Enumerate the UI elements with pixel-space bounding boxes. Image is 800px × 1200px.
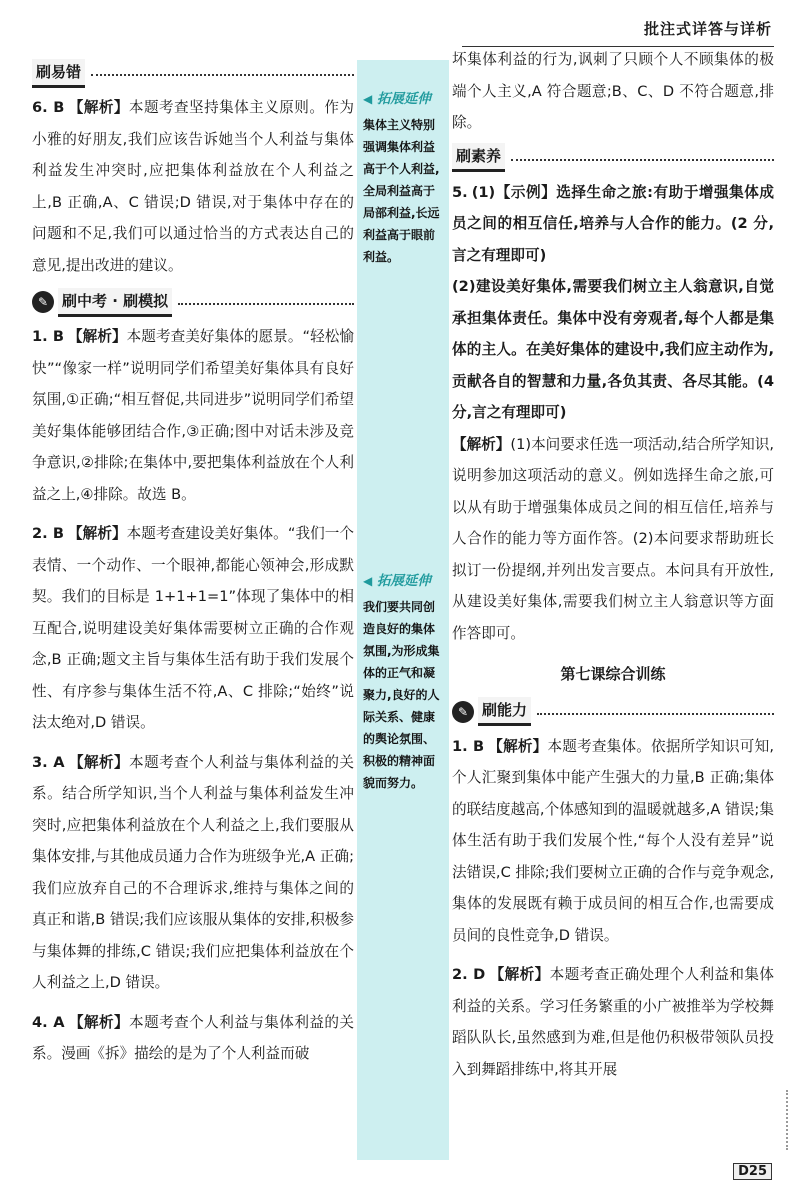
left-column xyxy=(32,54,354,1078)
section-header-literacy xyxy=(452,145,774,171)
question-number: 6. B xyxy=(32,99,65,116)
lesson-title: 第七课综合训练 xyxy=(560,665,666,683)
question-2 xyxy=(32,518,354,739)
question-4-continued: 坏集体利益的行为,讽刺了只顾个人不顾集体的极端个人主义,A 符合题意;B、C、D 不符合题意,排除。 xyxy=(452,51,774,131)
section-label: 刷素养 xyxy=(452,143,505,172)
answer-part-1 xyxy=(452,177,774,272)
analysis-tag: 【解析】 xyxy=(68,753,130,771)
note-box-1 xyxy=(363,88,445,268)
page-header: 批注式详答与详析 xyxy=(643,20,772,38)
section-label: 刷能力 xyxy=(478,697,531,726)
note-title-text: 拓展延伸 xyxy=(376,91,431,107)
question-text: 本题考查集体。依据所学知识可知,个人汇聚到集体中能产生强大的力量,B 正确;集体的联结度越高,个体感知到的温暖就越多,A 错误;集体生活有助于我们发展个性,“每个人没有差异”说法错误,C 排除;我们要树立正确的合作与竞争观念,集体的发展既有赖于成员间的相互合作,也需要成员间的良性竞争,D 错误。 xyxy=(452,737,774,944)
question-number: 2. D xyxy=(452,966,486,983)
margin-sidebar xyxy=(357,60,449,1160)
question-text: 本题考查美好集体的愿景。“轻松愉快”“像家一样”说明同学们希望美好集体具有良好氛围,①正确;“相互督促,共同进步”说明同学们希望美好集体能够团结合作,③正确;图中对话未涉及竞争意识,②排除;在集体中,要把集体利益放在个人利益之上,④排除。故选 B。 xyxy=(32,328,354,503)
hand-icon: ✎ xyxy=(452,701,474,723)
analysis-tag: 【解析】 xyxy=(68,1013,130,1031)
question-number: 5. xyxy=(452,183,468,201)
analysis-tag: 【解析】 xyxy=(452,435,511,453)
note-text: 我们要共同创造良好的集体氛围,为形成集体的正气和凝聚力,良好的人际关系、健康的舆论氛围、积极的精神面貌而努力。 xyxy=(363,600,440,790)
section-label: 刷中考 · 刷模拟 xyxy=(58,288,172,317)
analysis-tag: 【解析】 xyxy=(488,737,548,755)
question-number: 2. B xyxy=(32,525,64,542)
hand-icon: ✎ xyxy=(32,291,54,313)
page-number: D25 xyxy=(733,1163,772,1180)
section-header-ability xyxy=(452,699,774,725)
question-4 xyxy=(32,1007,354,1070)
question-3 xyxy=(32,747,354,999)
question-5 xyxy=(452,177,774,650)
dotted-divider xyxy=(537,713,774,715)
question-number: 4. A xyxy=(32,1013,65,1031)
analysis-text: (1)本问要求任选一项活动,结合所学知识,说明参加这项活动的意义。例如选择生命之旅,可以从有助于增强集体成员之间的相互信任,培养与人合作的能力等方面作答。(2)本问要求帮助班长拟订一份提纲,并列出发言要点。本问具有开放性,从建设美好集体,需要我们树立主人翁意识等方面作答即可。 xyxy=(452,435,774,642)
note-text: 集体主义特别强调集体利益高于个人利益,全局利益高于局部利益,长远利益高于眼前利益。 xyxy=(363,118,440,264)
note-title xyxy=(363,88,445,110)
analysis-tag: 【解析】 xyxy=(67,328,127,345)
question-number: 1. B xyxy=(32,328,64,345)
question-number: 1. B xyxy=(452,737,485,755)
question-text: 本题考查个人利益与集体利益的关系。结合所学知识,当个人利益与集体利益发生冲突时,应把集体利益放在个人利益之上,我们要服从集体安排,与其他成员通力合作为班级争光,A 正确;我们应放弃自己的不合理诉求,维持与集体之间的真正和谐,B 错误;我们应该服从集体的安排,积极参与集体舞的排练,C 错误;我们应把集体利益放在个人利益之上,D 错误。 xyxy=(32,753,354,991)
answer-part-2: (2)建设美好集体,需要我们树立主人翁意识,自觉承担集体责任。集体中没有旁观者,每个人都是集体的主人。在美好集体的建设中,我们应主动作为,贡献各自的智慧和力量,各负其责、各尽其能。(4 分,言之有理即可) xyxy=(452,278,774,421)
question-text: 本题考查坚持集体主义原则。作为小雅的好朋友,我们应该告诉她当个人利益与集体利益发生冲突时,应把集体利益放在个人利益之上,B 正确,A、C 错误;D 错误,对于集体中存在的问题和不足,我们可以通过恰当的方式表达自己的意见,提出改进的建议。 xyxy=(32,99,354,274)
note-title xyxy=(363,570,445,592)
question-text: 本题考查个人利益与集体利益的关系。漫画《拆》描绘的是为了个人利益而破 xyxy=(32,1013,354,1062)
corner-decoration xyxy=(772,1090,788,1150)
section-header-exam xyxy=(32,289,354,315)
question-1 xyxy=(32,321,354,510)
arrow-icon: ◀ xyxy=(363,574,373,588)
analysis-tag: 【解析】 xyxy=(68,99,129,116)
ability-question-2 xyxy=(452,959,774,1085)
dotted-divider xyxy=(178,303,354,305)
dotted-divider xyxy=(511,159,774,161)
question-text: 本题考查建设美好集体。“我们一个表情、一个动作、一个眼神,都能心领神会,形成默契。我们的目标是 1+1+1=1”体现了集体中的相互配合,说明建设美好集体需要树立正确的合作观念,B 正确;题文主旨与集体生活有助于我们发展个性、有序参与集体生活不符,A、C 排除;“始终”说法太绝对,D 错误。 xyxy=(32,525,354,731)
note-title-text: 拓展延伸 xyxy=(376,573,431,589)
question-number: 3. A xyxy=(32,753,65,771)
ability-question-1 xyxy=(452,731,774,952)
arrow-icon: ◀ xyxy=(363,92,373,106)
analysis-tag: 【解析】 xyxy=(489,966,550,983)
question-6 xyxy=(32,92,354,281)
section-label: 刷易错 xyxy=(32,59,85,88)
analysis-tag: 【解析】 xyxy=(67,525,127,542)
right-column xyxy=(452,44,774,1093)
question-text: 本题考查正确处理个人利益和集体利益的关系。学习任务繁重的小广被推举为学校舞蹈队队长,虽然感到为难,但是他仍积极带领队员投入到舞蹈排练中,将其开展 xyxy=(452,966,774,1078)
note-box-2 xyxy=(363,570,445,794)
answer-text: (1)【示例】选择生命之旅:有助于增强集体成员之间的相互信任,培养与人合作的能力。(2 分,言之有理即可) xyxy=(452,183,774,264)
answer-analysis xyxy=(452,429,774,650)
section-header-errors xyxy=(32,60,354,86)
dotted-divider xyxy=(91,74,354,76)
